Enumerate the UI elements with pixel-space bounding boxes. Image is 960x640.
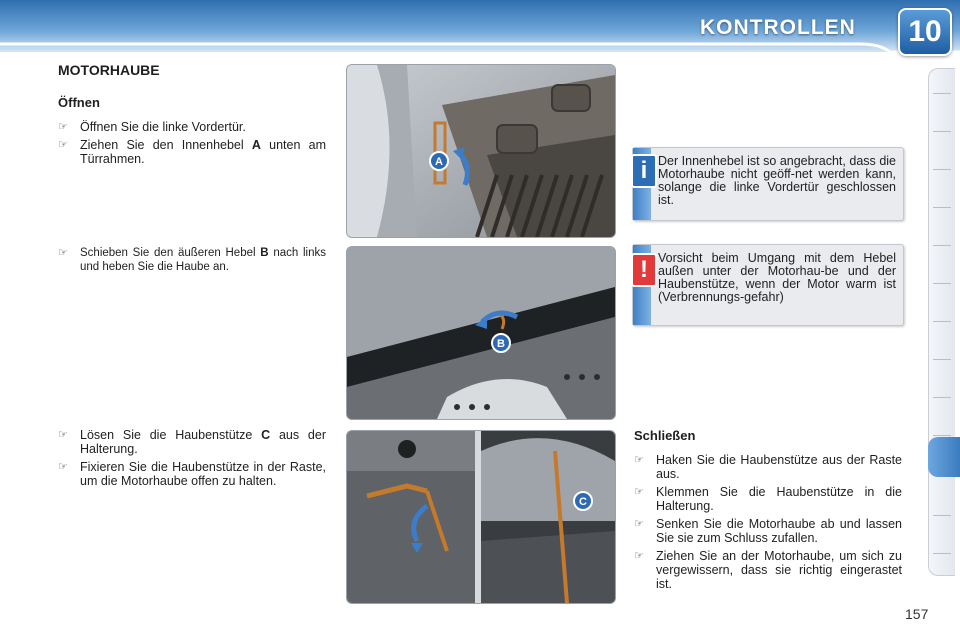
list-item: ☞ Haken Sie die Haubenstütze aus der Raste aus. [634, 453, 902, 481]
close-steps-list [634, 453, 902, 595]
info-note-text: Der Innenhebel ist so angebracht, dass die Motorhaube nicht geöff-net werden kann, solange die linke Vordertür geschlossen ist. [658, 154, 896, 207]
warning-note-text: Vorsicht beim Umgang mit dem Hebel außen unter der Motorhau-be und der Haubenstütze, wenn der Motor warm ist (Verbrennungs-gefahr) [658, 251, 896, 304]
warning-note [632, 244, 904, 326]
photo-hood-lever [346, 246, 616, 420]
callout-label-a: A [435, 156, 443, 168]
photo-prop-rod [346, 430, 616, 604]
warning-icon: ! [631, 253, 657, 287]
list-item: ☞ Öffnen Sie die linke Vordertür. [58, 120, 246, 134]
list-item: ☞ Ziehen Sie an der Motorhaube, um sich zu vergewissern, dass sie richtig eingerastet ist. [634, 549, 902, 591]
section-title: MOTORHAUBE [58, 62, 160, 78]
hand-pointer-icon: ☞ [634, 454, 644, 466]
hand-pointer-icon: ☞ [58, 461, 68, 473]
chapter-tab-active[interactable] [928, 437, 960, 477]
prop-rod-list [58, 428, 326, 492]
info-note [632, 147, 904, 221]
chapter-number-badge: 10 [898, 8, 952, 56]
callout-label-c: C [579, 496, 587, 508]
list-item: ☞ Ziehen Sie den Innenhebel A unten am Türrahmen. [58, 138, 327, 166]
chapter-title: KONTROLLEN [700, 16, 856, 39]
hand-pointer-icon: ☞ [58, 139, 68, 151]
hand-pointer-icon: ☞ [58, 429, 68, 441]
hand-pointer-icon: ☞ [634, 518, 644, 530]
info-icon: i [631, 154, 657, 188]
header-divider [0, 40, 960, 54]
list-item: ☞ Klemmen Sie die Haubenstütze in die Halterung. [634, 485, 902, 513]
hand-pointer-icon: ☞ [58, 121, 68, 133]
photo-interior-lever [346, 64, 616, 238]
open-steps-list [58, 120, 326, 170]
list-item: ☞ Fixieren Sie die Haubenstütze in der Raste, um die Motorhaube offen zu halten. [58, 460, 326, 488]
chapter-tab-rail [928, 68, 955, 576]
hand-pointer-icon: ☞ [58, 247, 68, 259]
callout-label-b: B [497, 338, 505, 350]
list-item: ☞ Lösen Sie die Haubenstütze C aus der Halterung. [58, 428, 326, 456]
list-item: ☞ Senken Sie die Motorhaube ab und lassen Sie sie zum Schluss zufallen. [634, 517, 902, 545]
hand-pointer-icon: ☞ [634, 486, 644, 498]
hand-pointer-icon: ☞ [634, 550, 644, 562]
open-heading: Öffnen [58, 95, 100, 110]
list-item: ☞ Schieben Sie den äußeren Hebel B nach links und heben Sie die Haube an. [58, 247, 326, 273]
lever-b-list [58, 246, 326, 278]
close-heading: Schließen [634, 428, 696, 443]
page-number: 157 [905, 606, 929, 622]
